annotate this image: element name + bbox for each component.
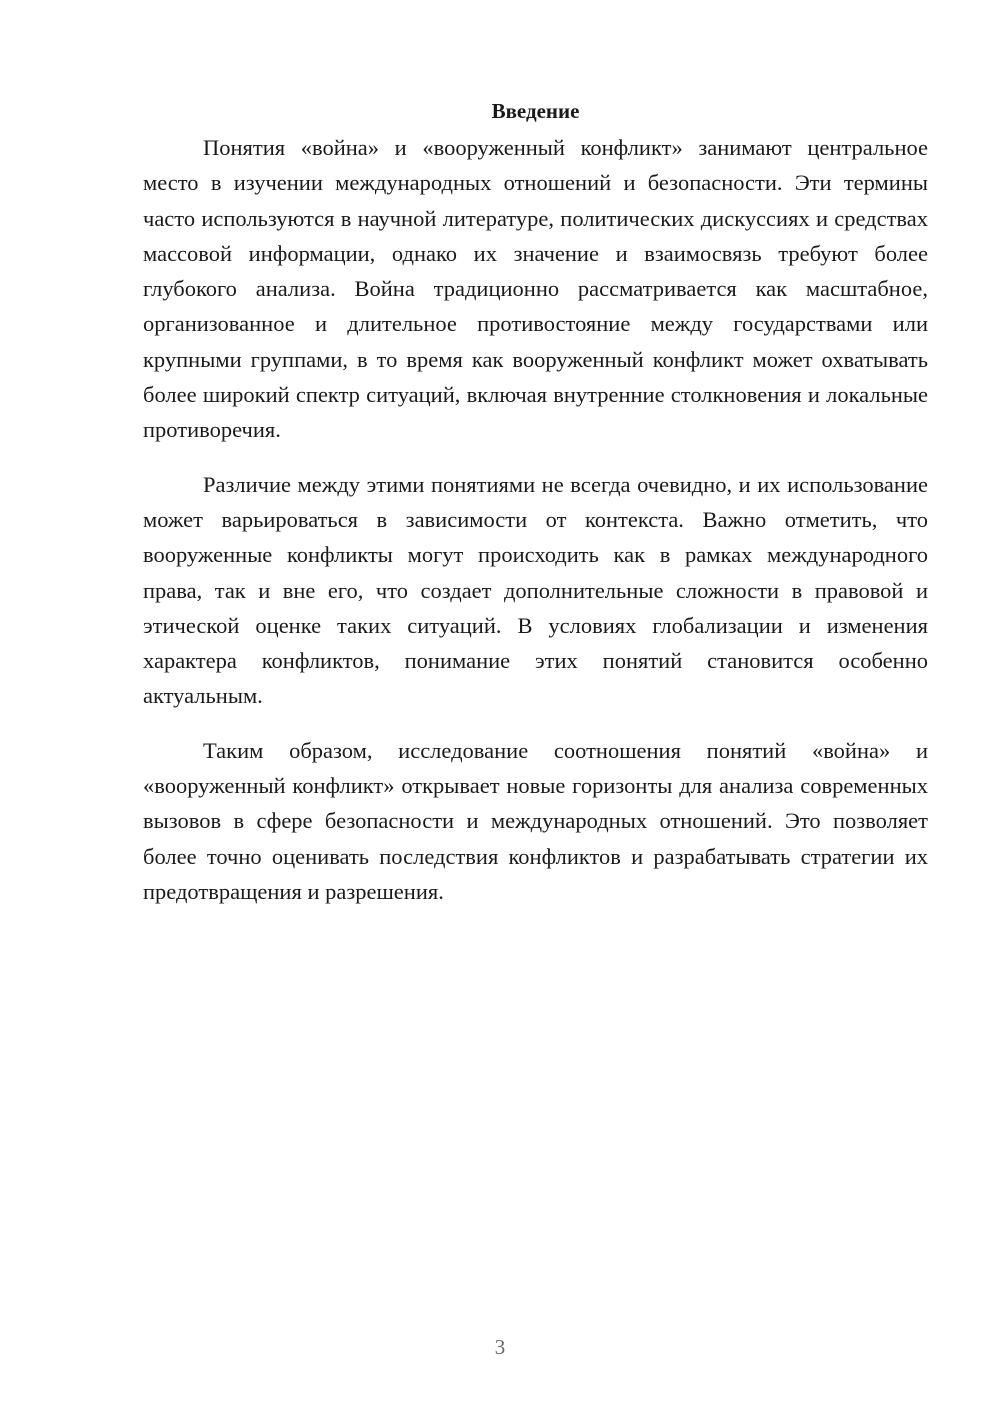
document-page bbox=[143, 96, 928, 909]
paragraph-1: Понятия «война» и «вооруженный конфликт» занимают центральное место в изучении международных отношений и безопасности. Эти термины часто используются в научной литературе, политических дискуссиях и средствах массовой информации, однако их значение и взаимосвязь требуют более глубокого анализа. Война традиционно рассматривается как масштабное, организованное и длительное противостояние между государствами или крупными группами, в то время как вооруженный конфликт может охватывать более широкий спектр ситуаций, включая внутренние столкновения и локальные противоречия. bbox=[143, 135, 928, 443]
paragraph-3: Таким образом, исследование соотношения понятий «война» и «вооруженный конфликт» открывает новые горизонты для анализа современных вызовов в сфере безопасности и международных отношений. Это позволяет более точно оценивать последствия конфликтов и разрабатывать стратегии их предотвращения и разрешения. bbox=[143, 737, 928, 904]
paragraph-2: Различие между этими понятиями не всегда очевидно, и их использование может варьироваться в зависимости от контекста. Важно отметить, что вооруженные конфликты могут происходить как в рамках международного права, так и вне его, что создает дополнительные сложности в правовой и этической оценке таких ситуаций. В условиях глобализации и изменения характера конфликтов, понимание этих понятий становится особенно актуальным. bbox=[143, 471, 928, 709]
section-heading: Введение bbox=[491, 99, 580, 123]
page-number: 3 bbox=[494, 1335, 506, 1359]
